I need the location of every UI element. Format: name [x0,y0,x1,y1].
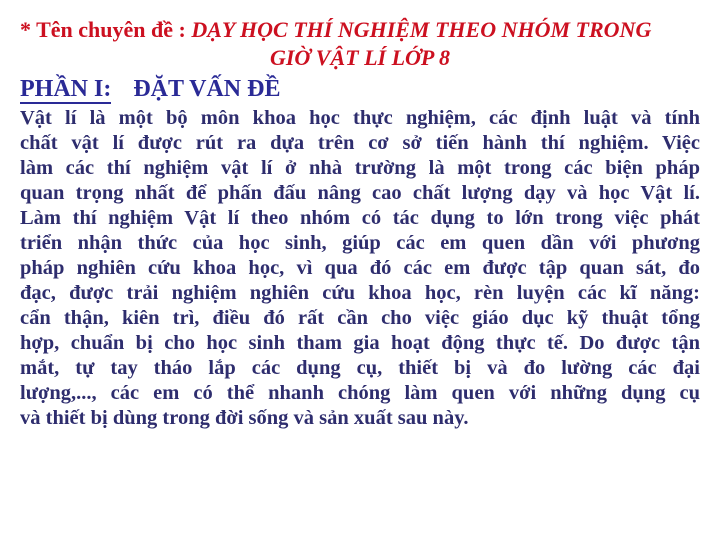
body-line: mắt, tự tay tháo lắp các dụng cụ, thiết bị và đo lường các đại [20,357,700,379]
title-topic-line1: DẠY HỌC THÍ NGHIỆM THEO NHÓM TRONG [191,17,652,42]
slide-title [20,16,700,72]
body-paragraph [20,106,700,431]
body-line: Làm thí nghiệm Vật lí theo nhóm có tác dụng to lớn trong việc phát [20,207,700,229]
title-prefix: * Tên chuyên đề : [20,17,192,42]
section-label: PHẦN I: [20,76,112,102]
body-line: quan trọng nhất để phấn đấu nâng cao chất lượng dạy và học Vật lí. [20,182,700,204]
body-line: Vật lí là một bộ môn khoa học thực nghiệm, các định luật và tính [20,107,700,129]
slide-title-line1 [20,16,700,44]
body-line: triển nhận thức của học sinh, giúp các em quen dần với phương [20,232,700,254]
body-line: cẩn thận, kiên trì, điều đó rất cần cho việc giáo dục kỹ thuật tổng [20,307,700,329]
body-line: lượng,..., các em có thể nhanh chóng làm quen với những dụng cụ [20,382,700,404]
body-line: và thiết bị dùng trong đời sống và sản xuất sau này. [20,407,469,429]
body-line: chất vật lí được rút ra dựa trên cơ sở tiến hành thí nghiệm. Việc [20,132,700,154]
body-line: làm các thí nghiệm vật lí ở nhà trường là một trong các biện pháp [20,157,700,179]
title-topic-line2: GIỜ VẬT LÍ LỚP 8 [269,45,451,70]
body-line: pháp nghiên cứu khoa học, vì qua đó các em được tập quan sát, đo [20,257,700,279]
body-line: đạc, được trải nghiệm nghiên cứu khoa học, rèn luyện các kĩ năng: [20,282,700,304]
section-heading [20,75,700,104]
section-title: ĐẶT VẤN ĐỀ [133,76,281,102]
body-line: hợp, chuẩn bị cho học sinh tham gia hoạt động thực tế. Do được tận [20,332,700,354]
